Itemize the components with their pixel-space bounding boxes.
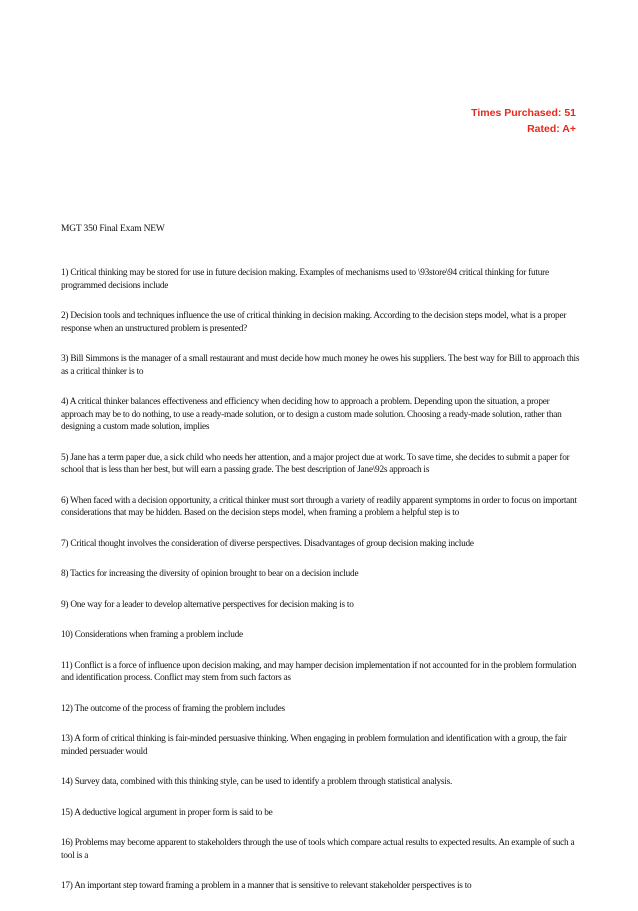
question-11: 11) Conflict is a force of influence upon decision making, and may hamper decision implementation if not accounted for in the problem formulation and identification process. Conflict may stem from such factors as: [61, 660, 577, 683]
question-2: 2) Decision tools and techniques influence the use of critical thinking in decision making. According to the decision steps model, what is a proper response when an unstructured problem is presented?: [61, 311, 567, 334]
question-4: 4) A critical thinker balances effectiveness and efficiency when deciding how to approach a problem. Depending upon the situation, a proper approach may be to do nothing, to use a ready-made solution, or to design a custom made solution. Choosing a ready-made solution, rather than designing a custom made solution, implies: [61, 397, 562, 432]
exam-title: MGT 350 Final Exam NEW: [61, 224, 165, 234]
question-list: [61, 267, 581, 911]
question-13: 13) A form of critical thinking is fair-minded persuasive thinking. When engaging in problem formulation and identification with a group, the fair minded persuader would: [61, 734, 567, 757]
question-8: 8) Tactics for increasing the diversity of opinion brought to bear on a decision include: [61, 569, 359, 579]
question-5: 5) Jane has a term paper due, a sick child who needs her attention, and a major project due at work. To save time, she decides to submit a paper for school that is less than her best, but will earn a passing grade. The best description of Jane\92s approach is: [61, 452, 570, 475]
question-7: 7) Critical thought involves the consideration of diverse perspectives. Disadvantages of group decision making include: [61, 538, 474, 549]
rating: Rated: A+: [527, 123, 576, 135]
question-15: 15) A deductive logical argument in proper form is said to be: [61, 807, 273, 818]
question-6: 6) When faced with a decision opportunity, a critical thinker must sort through a variety of readily apparent symptoms in order to focus on important considerations that may be hidden. Based on the decision steps model, when framing a problem a helpful step is to: [61, 495, 577, 518]
question-12: 12) The outcome of the process of framing the problem includes: [61, 703, 285, 714]
question-1: 1) Critical thinking may be stored for use in future decision making. Examples of mechanisms used to \93store\94 critical thinking for future programmed decisions include: [61, 268, 549, 291]
question-16: 16) Problems may become apparent to stakeholders through the use of tools which compare actual results to expected results. An example of such a tool is a: [61, 838, 575, 861]
question-3: 3) Bill Simmons is the manager of a small restaurant and must decide how much money he owes his suppliers. The best way for Bill to approach this as a critical thinker is to: [61, 354, 580, 377]
purchase-info: [471, 105, 576, 137]
question-14: 14) Survey data, combined with this thinking style, can be used to identify a problem through statistical analysis.: [61, 777, 453, 787]
question-10: 10) Considerations when framing a problem include: [61, 630, 243, 640]
question-17: 17) An important step toward framing a problem in a manner that is sensitive to relevant stakeholder perspectives is to: [61, 881, 472, 891]
question-9: 9) One way for a leader to develop alternative perspectives for decision making is to: [61, 599, 354, 610]
times-purchased: Times Purchased: 51: [471, 107, 576, 119]
